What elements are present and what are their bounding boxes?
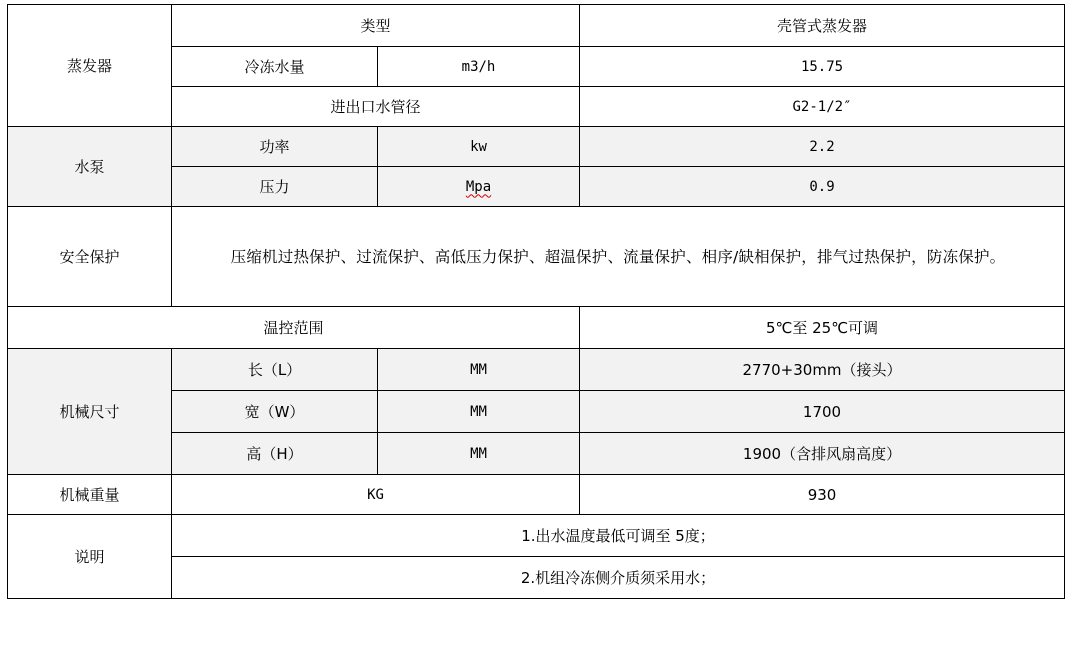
height-label: 高（H） [172, 433, 378, 475]
chilled-water-value: 15.75 [580, 47, 1065, 87]
table-row [8, 127, 1065, 167]
pressure-unit-cell [378, 167, 580, 207]
dimensions-label: 机械尺寸 [8, 349, 172, 475]
chilled-water-unit: m3/h [378, 47, 580, 87]
pressure-value: 0.9 [580, 167, 1065, 207]
table-row [8, 5, 1065, 47]
pump-label: 水泵 [8, 127, 172, 207]
weight-label: 机械重量 [8, 475, 172, 515]
length-value: 2770+30mm（接头） [580, 349, 1065, 391]
table-row [8, 207, 1065, 307]
length-unit: MM [378, 349, 580, 391]
safety-label: 安全保护 [8, 207, 172, 307]
table-row [8, 475, 1065, 515]
pressure-label: 压力 [172, 167, 378, 207]
notes-label: 说明 [8, 515, 172, 599]
type-value: 壳管式蒸发器 [580, 5, 1065, 47]
type-label: 类型 [172, 5, 580, 47]
pipe-value: G2-1/2″ [580, 87, 1065, 127]
power-label: 功率 [172, 127, 378, 167]
weight-value: 930 [580, 475, 1065, 515]
evaporator-label: 蒸发器 [8, 5, 172, 127]
pressure-unit: Mpa [465, 178, 492, 195]
note-1: 1.出水温度最低可调至 5度； [172, 515, 1065, 557]
pipe-label: 进出口水管径 [172, 87, 580, 127]
width-value: 1700 [580, 391, 1065, 433]
power-value: 2.2 [580, 127, 1065, 167]
height-unit: MM [378, 433, 580, 475]
note-2: 2.机组冷冻侧介质须采用水； [172, 557, 1065, 599]
length-label: 长（L） [172, 349, 378, 391]
table-row [8, 515, 1065, 557]
weight-unit: KG [172, 475, 580, 515]
spec-table [7, 4, 1065, 599]
height-value: 1900（含排风扇高度） [580, 433, 1065, 475]
temp-control-value: 5℃至 25℃可调 [580, 307, 1065, 349]
width-label: 宽（W） [172, 391, 378, 433]
table-row [8, 307, 1065, 349]
table-row [8, 349, 1065, 391]
chilled-water-label: 冷冻水量 [172, 47, 378, 87]
width-unit: MM [378, 391, 580, 433]
temp-control-label: 温控范围 [8, 307, 580, 349]
power-unit: kw [378, 127, 580, 167]
safety-text: 压缩机过热保护、过流保护、高低压力保护、超温保护、流量保护、相序/缺相保护，排气过热保护，防冻保护。 [172, 207, 1065, 307]
